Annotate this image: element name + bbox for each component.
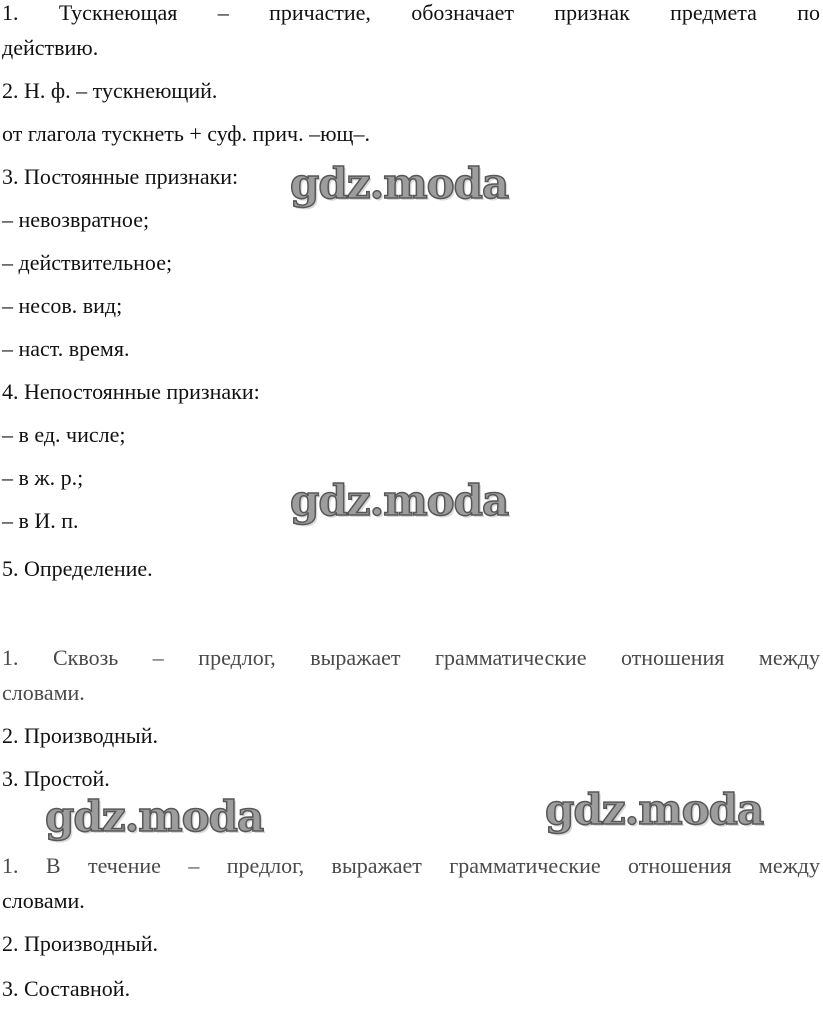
text-line: – действительное; bbox=[2, 250, 173, 275]
text-line: – в ж. р.; bbox=[2, 465, 84, 490]
text-line: – в ед. числе; bbox=[2, 422, 126, 447]
watermark-logo: gdz.moda bbox=[545, 785, 764, 834]
text-line: – невозвратное; bbox=[2, 207, 150, 232]
watermark-logo: gdz.moda bbox=[290, 476, 509, 525]
text-line: 3. Составной. bbox=[2, 976, 131, 1001]
text-line: словами. bbox=[2, 888, 85, 913]
text-line: 5. Определение. bbox=[2, 556, 153, 581]
text-line: 1. В течение – предлог, выражает грамматические отношения между bbox=[2, 853, 820, 878]
text-line: 2. Н. ф. – тускнеющий. bbox=[2, 78, 218, 103]
text-line: действию. bbox=[2, 35, 99, 60]
text-line: 2. Производный. bbox=[2, 723, 158, 748]
text-line: 3. Постоянные признаки: bbox=[2, 164, 239, 189]
watermark-logo: gdz.moda bbox=[45, 792, 264, 841]
watermark-logo: gdz.moda bbox=[290, 159, 509, 208]
text-line: – наст. время. bbox=[2, 336, 130, 361]
text-line: 1. Сквозь – предлог, выражает грамматические отношения между bbox=[2, 645, 820, 670]
text-line: – несов. вид; bbox=[2, 293, 123, 318]
text-line: 1. Тускнеющая – причастие, обозначает признак предмета по bbox=[2, 0, 820, 25]
text-line: от глагола тускнеть + суф. прич. –ющ–. bbox=[2, 121, 370, 146]
text-line: 4. Непостоянные признаки: bbox=[2, 379, 260, 404]
text-line: словами. bbox=[2, 680, 85, 705]
text-line: 2. Производный. bbox=[2, 931, 158, 956]
text-line: – в И. п. bbox=[2, 508, 79, 533]
text-line: 3. Простой. bbox=[2, 766, 110, 791]
